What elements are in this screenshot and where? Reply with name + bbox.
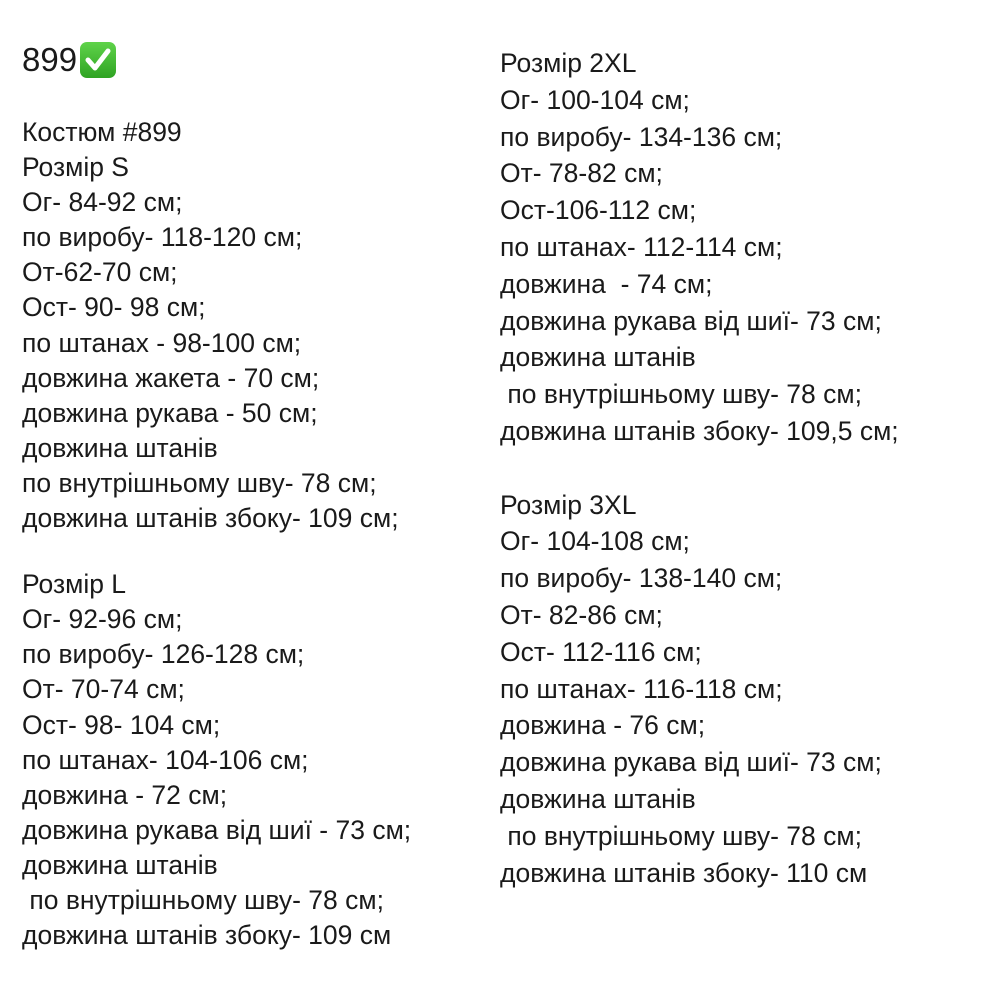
- text-line: довжина штанів збоку- 109 см;: [22, 503, 399, 534]
- text-line: От- 70-74 см;: [22, 674, 185, 705]
- text-line: Ог- 92-96 см;: [22, 604, 183, 635]
- text-line: по штанах - 98-100 см;: [22, 327, 302, 358]
- text-line: довжина - 76 см;: [500, 710, 706, 741]
- text-line: довжина рукава - 50 см;: [22, 397, 318, 428]
- text-line: по внутрішньому шву- 78 см;: [22, 884, 384, 915]
- size-section: [22, 115, 411, 536]
- text-line: довжина штанів: [500, 783, 696, 814]
- text-line: довжина штанів збоку- 109,5 см;: [500, 415, 899, 446]
- size-section: [22, 567, 411, 953]
- text-line: по виробу- 134-136 см;: [500, 121, 783, 152]
- size-section: [500, 45, 899, 450]
- text-line: Ог- 84-92 см;: [22, 187, 183, 218]
- text-line: довжина штанів збоку- 109 см: [22, 920, 392, 951]
- text-line: довжина штанів: [22, 849, 218, 880]
- text-line: по внутрішньому шву- 78 см;: [500, 379, 862, 410]
- text-line: Ог- 104-108 см;: [500, 526, 690, 557]
- text-line: довжина штанів: [500, 342, 696, 373]
- text-line: по внутрішньому шву- 78 см;: [500, 820, 862, 851]
- text-line: Ост- 112-116 см;: [500, 636, 702, 667]
- text-line: Ост-106-112 см;: [500, 195, 697, 226]
- text-line: довжина рукава від шиї- 73 см;: [500, 305, 882, 336]
- text-line: по виробу- 138-140 см;: [500, 563, 783, 594]
- size-heading: Розмір 2XL: [500, 48, 637, 78]
- text-line: довжина жакета - 70 см;: [22, 362, 320, 393]
- size-heading: Розмір 3XL: [500, 489, 637, 520]
- header: [22, 38, 117, 82]
- text-line: довжина рукава від шиї- 73 см;: [500, 747, 882, 778]
- size-heading: Розмір L: [22, 569, 127, 600]
- text-line: по штанах- 116-118 см;: [500, 673, 783, 704]
- section-gap: [22, 536, 411, 567]
- check-mark-button-icon: [79, 41, 117, 79]
- text-line: От-62-70 см;: [22, 257, 178, 288]
- text-line: Розмір S: [22, 152, 129, 183]
- text-line: по виробу- 126-128 см;: [22, 639, 305, 670]
- header-title: 899: [22, 41, 78, 78]
- text-line: довжина - 74 см;: [500, 268, 713, 299]
- text-line: довжина рукава від шиї - 73 см;: [22, 814, 412, 845]
- text-line: по внутрішньому шву- 78 см;: [22, 467, 377, 498]
- text-line: по штанах- 112-114 см;: [500, 231, 783, 262]
- text-line: Ост- 90- 98 см;: [22, 292, 206, 323]
- text-line: довжина - 72 см;: [22, 779, 228, 810]
- text-line: От- 82-86 см;: [500, 599, 663, 630]
- left-column: [22, 115, 411, 953]
- text-line: Ог- 100-104 см;: [500, 84, 690, 115]
- text-line: От- 78-82 см;: [500, 158, 663, 189]
- text-line: по виробу- 118-120 см;: [22, 222, 303, 253]
- text-line: Ост- 98- 104 см;: [22, 709, 221, 740]
- text-line: довжина штанів: [22, 432, 218, 463]
- text-line: Костюм #899: [22, 117, 182, 147]
- right-column: [500, 45, 899, 891]
- text-line: по штанах- 104-106 см;: [22, 744, 309, 775]
- text-line: довжина штанів збоку- 110 см: [500, 857, 868, 888]
- section-gap: [500, 450, 899, 487]
- size-section: [500, 487, 899, 892]
